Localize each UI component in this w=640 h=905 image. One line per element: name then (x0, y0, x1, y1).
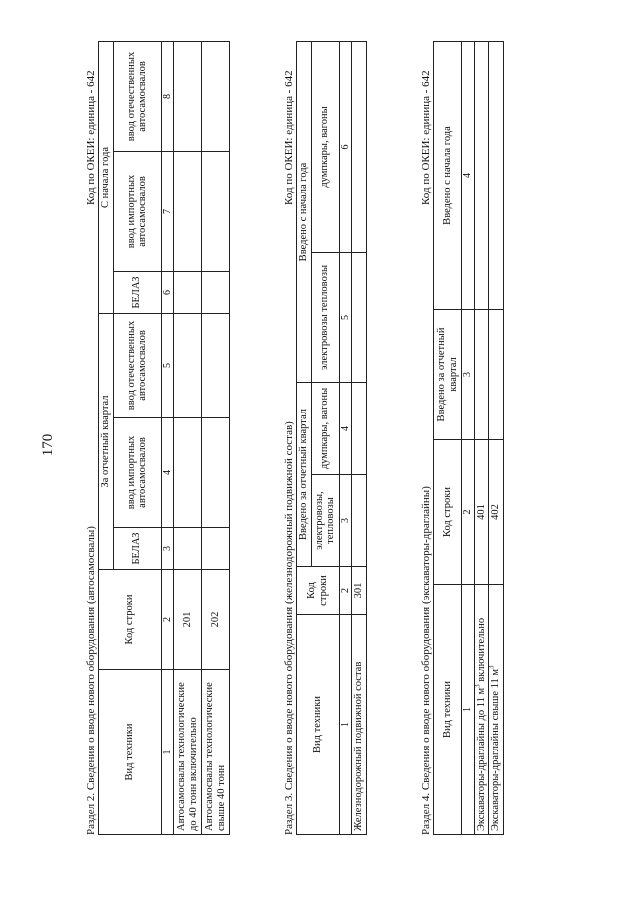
header-vvod-otech-year: ввод отечественных автосамосвалов (113, 41, 161, 151)
page-number: 170 (40, 433, 56, 457)
table-row (174, 41, 202, 834)
row-name-text: Экскаваторы-драглайны до 11 м (475, 687, 487, 831)
header-za-kvartal: За отчетный квартал (99, 313, 114, 569)
unit-superscript: 3 (487, 665, 496, 669)
header-s-nachala-goda: Введено с начала года (297, 42, 312, 383)
header-dumpkary-year: думпкары, вагоны (311, 42, 339, 253)
header-vvod-import-year: ввод импортных автосамосвалов (113, 151, 161, 271)
header-vid-tehniki: Вид техники (434, 585, 462, 835)
table-row (352, 42, 367, 835)
header-elektrovozy: электровозы, тепловозы (311, 475, 339, 567)
col-number: 5 (161, 313, 174, 417)
header-belaz-year: БЕЛАЗ (113, 271, 161, 313)
row-name: Железнодорожный подвижной состав (352, 615, 367, 835)
header-kod-stroki: Код строки (297, 567, 340, 615)
section-4-okei: Код по ОКЕИ: единица - 642 (420, 70, 432, 205)
row-name-text: Экскаваторы-драглайны свыше 11 м (490, 668, 501, 831)
input-cell[interactable] (174, 418, 202, 528)
header-s-nachala-goda: Введено с начала года (434, 42, 462, 310)
header-s-nachala-goda: С начала года (99, 41, 114, 313)
header-kod-stroki: Код строки (99, 570, 162, 670)
header-vvod-import: ввод импортных автосамосвалов (113, 418, 161, 528)
col-number: 3 (339, 475, 352, 567)
section-3-okei: Код по ОКЕИ: единица - 642 (283, 70, 295, 205)
col-number: 1 (462, 585, 475, 835)
input-cell[interactable] (474, 42, 489, 310)
header-dumpkary: думпкары, вагоны (311, 383, 339, 475)
col-number: 4 (462, 42, 475, 310)
row-name (489, 585, 504, 835)
input-cell[interactable] (489, 310, 504, 440)
input-cell[interactable] (352, 475, 367, 567)
input-cell[interactable] (174, 528, 202, 570)
section-2-title: Раздел 2. Сведения о вводе нового оборудования (автосамосвалы) (85, 526, 97, 835)
header-za-kvartal: Введено за отчетный квартал (297, 383, 312, 567)
section-3-table (296, 41, 367, 835)
input-cell[interactable] (352, 253, 367, 383)
input-cell[interactable] (174, 41, 202, 151)
col-number: 1 (339, 615, 352, 835)
table-row (474, 42, 489, 835)
section-4-title: Раздел 4. Сведения о вводе нового оборудования (экскаваторы-драглайны) (420, 486, 432, 835)
col-number: 1 (161, 670, 174, 835)
col-number: 2 (161, 570, 174, 670)
header-vid-tehniki: Вид техники (297, 615, 340, 835)
input-cell[interactable] (174, 151, 202, 271)
input-cell[interactable] (474, 310, 489, 440)
col-number: 5 (339, 253, 352, 383)
header-kod-stroki: Код строки (434, 440, 462, 585)
header-belaz: БЕЛАЗ (113, 528, 161, 570)
col-number: 6 (339, 42, 352, 253)
input-cell[interactable] (352, 383, 367, 475)
row-code: 402 (489, 440, 504, 585)
header-za-kvartal: Введено за отчетный квартал (434, 310, 462, 440)
col-number: 6 (161, 271, 174, 313)
header-elektrovozy-year: электровозы тепловозы (311, 253, 339, 383)
input-cell[interactable] (174, 313, 202, 417)
input-cell[interactable] (202, 151, 230, 271)
row-name: Автосамосвалы технологические свыше 40 тонн (202, 670, 230, 835)
row-name: Автосамосвалы технологические до 40 тонн включительно (174, 670, 202, 835)
input-cell[interactable] (352, 42, 367, 253)
col-number: 4 (339, 383, 352, 475)
table-row (489, 42, 504, 835)
section-4-table (433, 41, 504, 835)
header-vvod-otech: ввод отечественных автосамосвалов (113, 313, 161, 417)
section-2-table (98, 41, 230, 835)
row-name-suffix: включительно (475, 617, 487, 685)
input-cell[interactable] (202, 528, 230, 570)
section-2-okei: Код по ОКЕИ: единица - 642 (85, 70, 97, 205)
header-vid-tehniki: Вид техники (99, 670, 162, 835)
col-number: 4 (161, 418, 174, 528)
col-number: 2 (339, 567, 352, 615)
col-number: 8 (161, 41, 174, 151)
table-row (202, 41, 230, 834)
input-cell[interactable] (202, 271, 230, 313)
row-code: 201 (174, 570, 202, 670)
col-number: 2 (462, 440, 475, 585)
section-3-title: Раздел 3. Сведения о вводе нового оборудования (железнодорожный подвижной состав) (283, 421, 295, 835)
row-name (474, 585, 489, 835)
row-code: 202 (202, 570, 230, 670)
col-number: 3 (161, 528, 174, 570)
unit-superscript: 3 (473, 684, 481, 688)
col-number: 3 (462, 310, 475, 440)
input-cell[interactable] (202, 418, 230, 528)
input-cell[interactable] (202, 41, 230, 151)
input-cell[interactable] (489, 42, 504, 310)
row-code: 401 (474, 440, 489, 585)
col-number: 7 (161, 151, 174, 271)
row-code: 301 (352, 567, 367, 615)
input-cell[interactable] (174, 271, 202, 313)
input-cell[interactable] (202, 313, 230, 417)
